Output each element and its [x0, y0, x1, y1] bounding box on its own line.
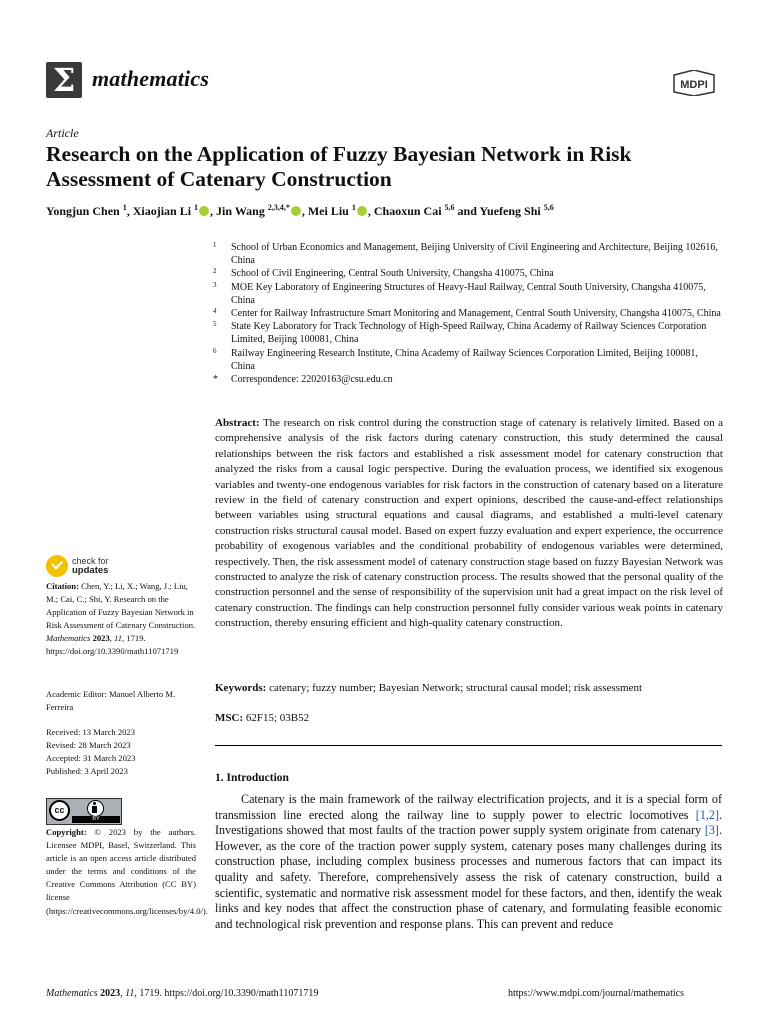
affiliation-number: 3	[213, 280, 217, 289]
citation-block: Citation: Chen, Y.; Li, X.; Wang, J.; Liu, M.; Cai, C.; Shi, Y. Research on the Application of Fuzzy Bayesian Network in Risk Assessment of Catenary Construction. Mathematics 2023, 11, 1719. https://doi.org/10.3390/math11071719	[46, 581, 196, 657]
academic-editor: Academic Editor: Manuel Alberto M. Ferreira	[46, 689, 176, 713]
citation-label: Citation:	[46, 581, 79, 591]
journal-name: mathematics	[92, 66, 210, 91]
footer-doi[interactable]: , 1719. https://doi.org/10.3390/math11071719	[134, 988, 319, 999]
check-updates-line2: updates	[72, 565, 109, 576]
author-affiliation-marker: 2,3,4,*	[267, 203, 290, 212]
citation-text: Chen, Y.; Li, X.; Wang, J.; Liu, M.; Cai, C.; Shi, Y. Research on the Application of Fuzzy Bayesian Network in Risk Assessment of Catenary Construction.	[46, 581, 196, 631]
page-title: Research on the Application of Fuzzy Bayesian Network in Risk Assessment of Catenary Construction	[46, 142, 632, 191]
affiliation-list	[213, 241, 723, 386]
accepted-date: Accepted: 31 March 2023	[46, 753, 136, 764]
published-date: Published: 3 April 2023	[46, 766, 128, 777]
check-icon	[46, 555, 68, 577]
author-name: Chaoxun Cai	[373, 204, 445, 218]
check-for-updates-button[interactable]	[46, 555, 126, 579]
cc-icon: cc	[49, 800, 70, 821]
footer-journal: Mathematics	[46, 988, 98, 999]
affiliation-text: School of Civil Engineering, Central South University, Changsha 410075, China	[231, 268, 554, 280]
keywords	[215, 682, 723, 694]
citation-journal: Mathematics	[46, 633, 91, 644]
affiliation-number: 1	[213, 241, 217, 249]
citation-year: 2023	[92, 633, 110, 644]
orcid-icon[interactable]	[291, 206, 301, 216]
author-affiliation-marker: 5,6	[444, 203, 455, 212]
affiliation-number: 4	[213, 307, 217, 316]
introduction-body	[215, 792, 722, 932]
intro-text: . Investigations showed that most faults of the traction power supply system originate from catenary	[215, 807, 722, 838]
orcid-icon[interactable]	[357, 206, 367, 216]
cc-by-license-icon[interactable]	[46, 798, 122, 825]
journal-logo: Σ	[46, 62, 82, 98]
affiliation-text: Railway Engineering Research Institute, China Academy of Railway Sciences Corporation Limited, Beijing 100081, China	[231, 347, 698, 372]
msc	[215, 712, 723, 724]
footer-citation: Mathematics 2023, 11, 1719. https://doi.org/10.3390/math11071719	[46, 988, 319, 999]
publication-dates	[46, 726, 196, 778]
affiliation-text: State Key Laboratory for Track Technology of High-Speed Railway, China Academy of Railway Sciences Corporation Limited, Beijing 100081, China	[231, 321, 707, 346]
affiliation-number: *	[213, 374, 218, 386]
intro-text: . However, as the core of the traction power supply system, catenary poses many challenges during its construction phase, including complex business processes and numerous factors that can impact its quality and safety. Therefore, comprehensively assess the risk of catenary construction, build a scientific, systematic and normative risk assessment model for these factors, and then, identify the weak links and key nodes that affect the construction phase of catenary, and formulating feasible economic and technological risk prevention and response plans. This can prevent and reduce	[215, 823, 722, 931]
affiliation-item	[213, 241, 723, 267]
citation-link[interactable]: [1,2]	[695, 807, 719, 822]
check-updates-line1: check for	[72, 556, 109, 566]
article-type: Article	[46, 126, 79, 140]
affiliation-text: School of Urban Economics and Management, Beijing University of Civil Engineering and Architecture, Beijing 102616, China	[231, 242, 718, 267]
author-affiliation-marker: 1	[194, 203, 199, 212]
citation-doi[interactable]: , 1719. https://doi.org/10.3390/math11071719	[46, 633, 179, 657]
keywords-text: catenary; fuzzy number; Bayesian Network; structural causal model; risk assessment	[269, 682, 643, 694]
footer-volume: 11	[125, 988, 135, 999]
copyright-block	[46, 826, 208, 918]
orcid-icon[interactable]	[199, 206, 209, 216]
msc-text: 62F15; 03B52	[245, 712, 310, 724]
section-heading: 1. Introduction	[215, 772, 289, 784]
author-name: Yongjun Chen	[46, 204, 123, 218]
affiliation-item	[213, 373, 723, 386]
mdpi-logo	[668, 70, 720, 96]
affiliation-text: Center for Railway Infrastructure Smart Monitoring and Management, Central South University, Changsha 410075, China	[231, 308, 721, 320]
author-name: Xiaojian Li	[132, 204, 195, 218]
intro-text: Catenary is the main framework of the railway electrification projects, and it is a special form of transmission line erected along the railway line to supply power to electric locomotives	[215, 792, 722, 822]
citation-link[interactable]: [3]	[704, 823, 719, 838]
author-name: Yuefeng Shi	[479, 204, 544, 218]
affiliation-number: 2	[213, 267, 217, 276]
author-name: Mei Liu	[307, 204, 352, 218]
copyright-label: Copyright:	[46, 827, 87, 837]
footer-year: 2023	[100, 988, 121, 999]
msc-label: MSC:	[215, 712, 244, 724]
introduction-paragraph	[215, 792, 722, 932]
affiliation-number: 5	[213, 320, 217, 329]
affiliation-item	[213, 347, 723, 373]
affiliation-item	[213, 307, 723, 320]
keywords-label: Keywords:	[215, 682, 267, 694]
revised-date: Revised: 28 March 2023	[46, 740, 131, 751]
received-date: Received: 13 March 2023	[46, 727, 136, 737]
author-affiliation-marker: 1	[122, 203, 127, 212]
cc-by-label: BY	[72, 816, 120, 823]
author-name: Jin Wang	[216, 204, 268, 218]
footer-journal-url[interactable]: https://www.mdpi.com/journal/mathematics	[508, 988, 684, 999]
affiliation-item	[213, 320, 723, 346]
abstract-label: Abstract:	[215, 417, 260, 429]
affiliation-text: MOE Key Laboratory of Engineering Structures of Heavy-Haul Railway, Central South University, Changsha 410075, China	[231, 281, 706, 306]
citation-volume: 11	[114, 633, 123, 644]
affiliation-item	[213, 267, 723, 280]
affiliation-item	[213, 281, 723, 307]
section-divider	[215, 745, 722, 746]
abstract	[215, 416, 723, 632]
affiliation-number: 6	[213, 346, 217, 355]
author-affiliation-marker: 5,6	[543, 203, 554, 212]
author-affiliation-marker: 1	[351, 203, 356, 212]
abstract-text: The research on risk control during the construction stage of catenary is relatively limited. Based on a comprehensive analysis of the risk factors during catenary construction, this study determined the causal relationships between the risk factors and established a risk assessment model for catenary construction that analyzed the risks from a causal logic perspective. During the evaluation process, we identified six exogenous variables and twenty-one endogenous variables for risk factors in the construction of catenary based on a literature review in the field of catenary construction and expert opinions, described the cause-and-effect relationships between variables using structural equations and causal diagrams, and established a multi-level catenary construction risks structural causal model. Based on expert fuzzy evaluation and expert experience, the occurrence probability of exogenous variables and the conditional probability of endogenous variables were determined, respectively. Then, the risk assessment model of catenary construction stage based on fuzzy Bayesian Network was constructed to analyze the risk of catenary construction process. The results showed that the personal quality of the construction personnel and the sense of responsibility of the supervision unit had a great impact on the risk level of catenary construction. The findings can help construction personnel fully consider various weak points in catenary construction, thereby ensuring efficient and high-quality catenary construction.	[215, 417, 723, 630]
author-list: Yongjun Chen $^1$, Xiaojian Li $^1$ , Jin Wang $^{2,3,4,*}$ , Mei Liu $^1$ , Chaoxun Cai $^{5,6}$ and Yuefeng Shi $^{5,6}$	[46, 203, 554, 218]
copyright-text: © 2023 by the authors. Licensee MDPI, Basel, Switzerland. This article is an open access article distributed under the terms and conditions of the Creative Commons Attribution (CC BY) license (https://creativecommons.org/licenses/by/4.0/).	[46, 827, 208, 916]
affiliation-text: Correspondence: 22020163@csu.edu.cn	[231, 374, 393, 386]
svg-text:MDPI: MDPI	[680, 79, 708, 91]
